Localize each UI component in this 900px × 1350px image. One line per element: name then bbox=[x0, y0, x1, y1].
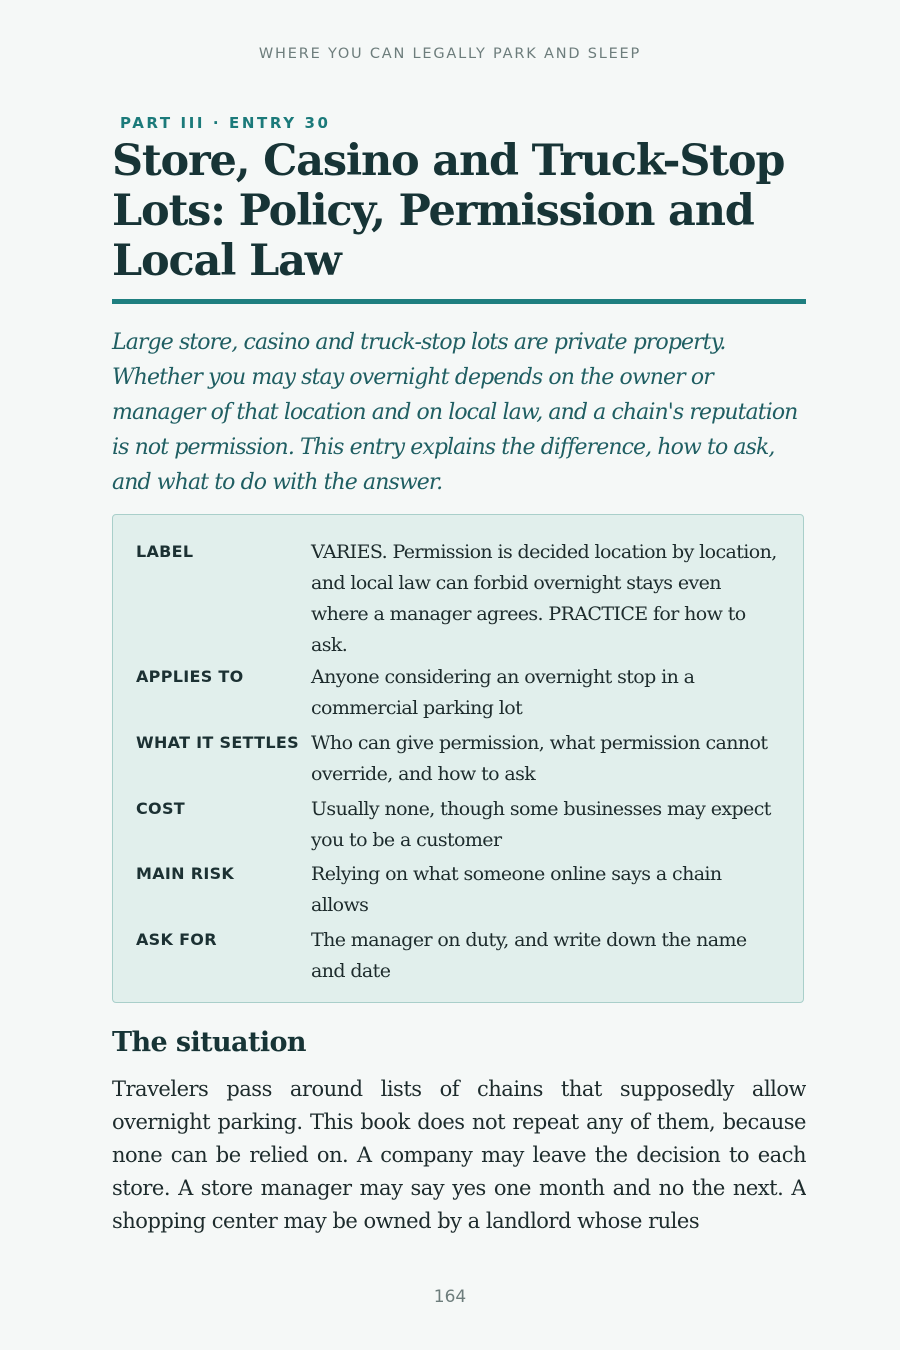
summary-row-cost-name: COST bbox=[136, 799, 185, 818]
summary-box bbox=[112, 514, 804, 1003]
summary-row-label-value: VARIES. Permission is decided location by location, and local law can forbid overnight stays even where a manager agrees. PRACTICE for how to ask. bbox=[311, 541, 777, 656]
summary-row-ask-for-value: The manager on duty, and write down the name and date bbox=[311, 929, 747, 982]
summary-row-applies-to-name: APPLIES TO bbox=[136, 667, 244, 686]
summary-row-what-it-settles-value: Who can give permission, what permission cannot override, and how to ask bbox=[311, 732, 768, 785]
summary-row-ask-for-name: ASK FOR bbox=[136, 930, 217, 949]
lede-paragraph: Large store, casino and truck-stop lots are private property. Whether you may stay overnight depends on the owner or manager of that location and on local law, and a chain's reputation is not permission. This entry explains the difference, how to ask, and what to do with the answer. bbox=[112, 330, 798, 495]
summary-row-cost-value: Usually none, though some businesses may expect you to be a customer bbox=[311, 798, 771, 851]
body-paragraph: Travelers pass around lists of chains that supposedly allow overnight parking. This book does not repeat any of them, because none can be relied on. A company may leave the decision to each store. A store manager may say yes one month and no the next. A shopping center may be owned by a landlord whose rules bbox=[112, 1077, 806, 1233]
summary-row-main-risk-name: MAIN RISK bbox=[136, 864, 235, 883]
entry-title: Store, Casino and Truck-Stop Lots: Policy, Permission and Local Law bbox=[112, 136, 785, 286]
summary-row-label-name: LABEL bbox=[136, 542, 194, 561]
entry-kicker: PART III · ENTRY 30 bbox=[120, 114, 331, 132]
page-number: 164 bbox=[433, 1287, 467, 1307]
section-heading: The situation bbox=[112, 1027, 306, 1058]
running-head: WHERE YOU CAN LEGALLY PARK AND SLEEP bbox=[258, 46, 642, 62]
summary-row-applies-to-value: Anyone considering an overnight stop in a commercial parking lot bbox=[311, 666, 695, 719]
summary-row-what-it-settles-name: WHAT IT SETTLES bbox=[136, 733, 299, 752]
title-rule bbox=[112, 299, 806, 304]
summary-row-main-risk-value: Relying on what someone online says a chain allows bbox=[311, 863, 722, 916]
